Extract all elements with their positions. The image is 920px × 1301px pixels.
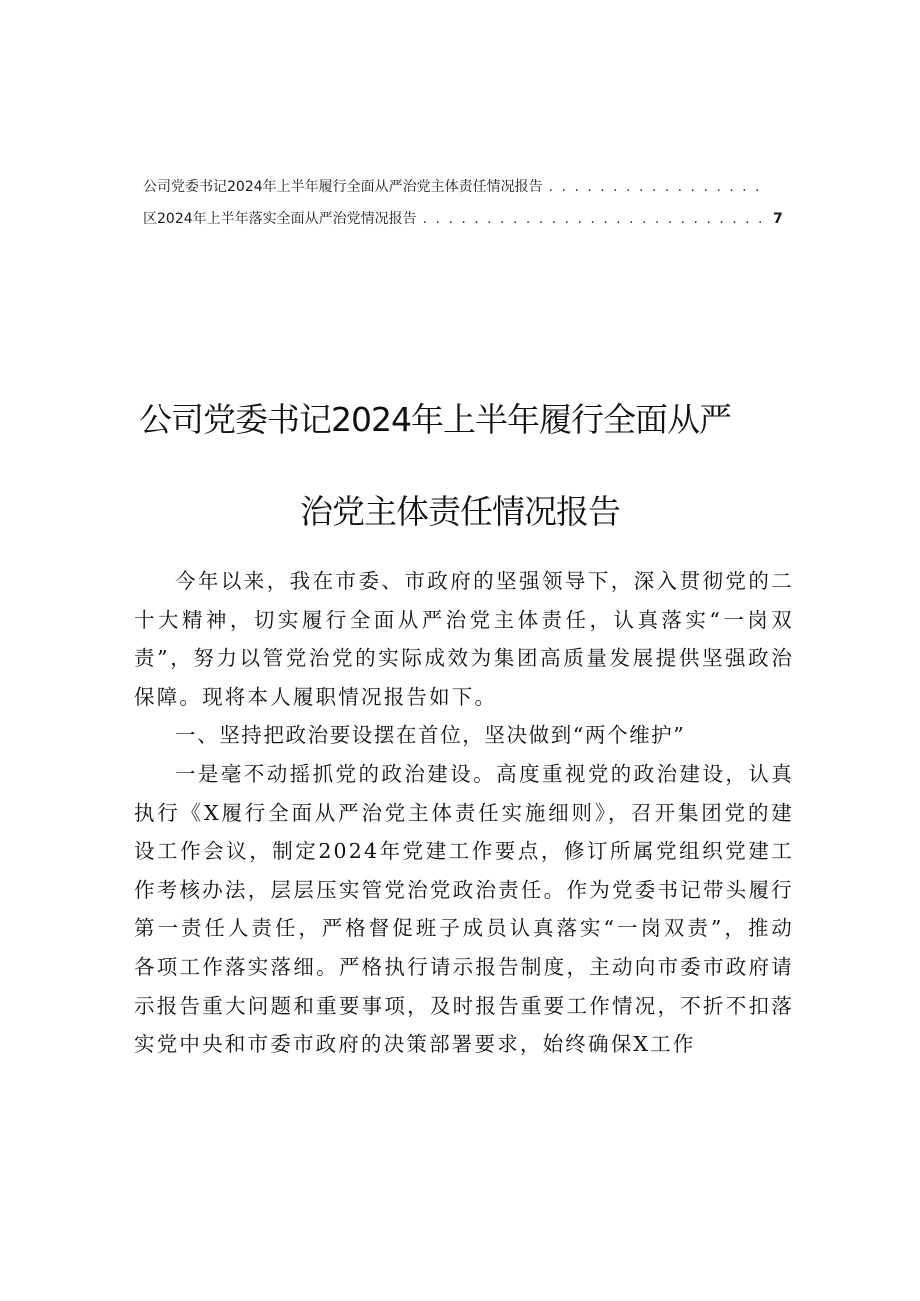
toc-entry[interactable] — [143, 208, 783, 228]
document-title-line-2: 治党主体责任情况报告 — [300, 492, 620, 531]
document-title-line-1: 公司党委书记2024年上半年履行全面从严 — [139, 400, 731, 439]
table-of-contents — [143, 176, 783, 228]
toc-dot-leader — [423, 211, 767, 227]
body-paragraph: 一是毫不动摇抓党的政治建设。高度重视党的政治建设，认真执行《X履行全面从严治党主体责任实施细则》，召开集团党的建设工作会议，制定2024年党建工作要点，修订所属党组织党建工作考核办法，层层压实管党治党政治责任。作为党委书记带头履行第一责任人责任，严格督促班子成员认真落实“一岗双责”，推动各项工作落实落细。严格执行请示报告制度，主动向市委市政府请示报告重大问题和重要事项，及时报告重要工作情况，不折不扣落实党中央和市委市政府的决策部署要求，始终确保X工作 — [134, 761, 794, 1057]
section-heading: 一、坚持把政治要设摆在首位，坚决做到“两个维护” — [175, 723, 686, 748]
toc-entry-page: 7 — [773, 211, 783, 227]
toc-entry-title: 公司党委书记2024年上半年履行全面从严治党主体责任情况报告 — [143, 179, 543, 195]
toc-dot-leader — [549, 179, 767, 195]
document-body — [134, 562, 794, 1064]
intro-paragraph: 今年以来，我在市委、市政府的坚强领导下，深入贯彻党的二十大精神，切实履行全面从严治党主体责任，认真落实“一岗双责”，努力以管党治党的实际成效为集团高质量发展提供坚强政治保障。现将本人履职情况报告如下。 — [134, 569, 794, 709]
toc-entry-title: 区2024年上半年落实全面从严治党情况报告 — [143, 211, 417, 227]
toc-entry[interactable] — [143, 176, 783, 196]
